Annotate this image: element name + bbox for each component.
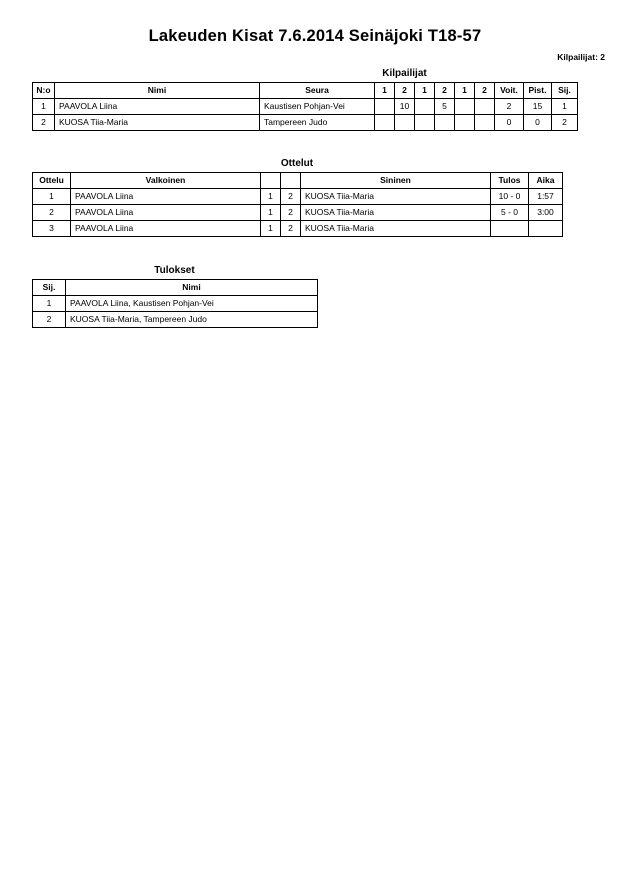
col-m4: 2 — [435, 83, 455, 99]
table-row — [33, 115, 578, 131]
cell-points: 15 — [524, 99, 552, 115]
cell-time: 3:00 — [529, 205, 563, 221]
competitors-table — [32, 82, 578, 131]
cell-m4 — [435, 115, 455, 131]
col-wins: Voit. — [495, 83, 524, 99]
page-title: Lakeuden Kisat 7.6.2014 Seinäjoki T18-57 — [148, 27, 482, 45]
cell-white: PAAVOLA Liina — [71, 189, 261, 205]
competitors-count-label: Kilpailijat: 2 — [557, 52, 605, 62]
cell-m2 — [395, 115, 415, 131]
col-points: Pist. — [524, 83, 552, 99]
table-header-row — [33, 83, 578, 99]
cell-result — [491, 221, 529, 237]
cell-result-rank: 2 — [33, 312, 66, 328]
col-white: Valkoinen — [71, 173, 261, 189]
results-section — [32, 265, 317, 328]
cell-club: Tampereen Judo — [260, 115, 375, 131]
cell-white: PAAVOLA Liina — [71, 205, 261, 221]
cell-result-rank: 1 — [33, 296, 66, 312]
col-rank: Sij. — [552, 83, 578, 99]
matches-heading: Ottelut — [280, 158, 314, 169]
cell-rank: 2 — [552, 115, 578, 131]
col-blue: Sininen — [301, 173, 491, 189]
cell-blue: KUOSA Tiia-Maria — [301, 189, 491, 205]
col-club: Seura — [260, 83, 375, 99]
cell-no: 2 — [33, 115, 55, 131]
col-m6: 2 — [475, 83, 495, 99]
cell-m2: 10 — [395, 99, 415, 115]
col-m1: 1 — [375, 83, 395, 99]
col-blue-score — [281, 173, 301, 189]
table-header-row — [33, 280, 318, 296]
cell-name: KUOSA Tiia-Maria — [55, 115, 260, 131]
col-result-name: Nimi — [66, 280, 318, 296]
matches-section — [32, 158, 562, 237]
cell-m5 — [455, 115, 475, 131]
cell-m4: 5 — [435, 99, 455, 115]
cell-white-score: 1 — [261, 205, 281, 221]
cell-match-no: 3 — [33, 221, 71, 237]
col-white-score — [261, 173, 281, 189]
table-header-row — [33, 173, 563, 189]
cell-m1 — [375, 99, 395, 115]
cell-time: 1:57 — [529, 189, 563, 205]
col-result: Tulos — [491, 173, 529, 189]
cell-result-name: PAAVOLA Liina, Kaustisen Pohjan-Vei — [66, 296, 318, 312]
cell-rank: 1 — [552, 99, 578, 115]
table-row — [33, 296, 318, 312]
cell-blue: KUOSA Tiia-Maria — [301, 205, 491, 221]
cell-time — [529, 221, 563, 237]
cell-wins: 0 — [495, 115, 524, 131]
col-m3: 1 — [415, 83, 435, 99]
cell-white-score: 1 — [261, 189, 281, 205]
cell-points: 0 — [524, 115, 552, 131]
competitors-heading: Kilpailijat — [382, 68, 427, 79]
results-table — [32, 279, 318, 328]
cell-result: 5 - 0 — [491, 205, 529, 221]
col-match-no: Ottelu — [33, 173, 71, 189]
results-heading: Tulokset — [154, 265, 195, 276]
col-m2: 2 — [395, 83, 415, 99]
matches-table — [32, 172, 563, 237]
cell-match-no: 2 — [33, 205, 71, 221]
cell-m6 — [475, 115, 495, 131]
cell-result-name: KUOSA Tiia-Maria, Tampereen Judo — [66, 312, 318, 328]
cell-wins: 2 — [495, 99, 524, 115]
competitors-section — [32, 68, 577, 131]
cell-result: 10 - 0 — [491, 189, 529, 205]
cell-blue: KUOSA Tiia-Maria — [301, 221, 491, 237]
table-row — [33, 221, 563, 237]
table-row — [33, 99, 578, 115]
cell-m1 — [375, 115, 395, 131]
cell-m5 — [455, 99, 475, 115]
cell-club: Kaustisen Pohjan-Vei — [260, 99, 375, 115]
cell-m3 — [415, 115, 435, 131]
col-time: Aika — [529, 173, 563, 189]
cell-m3 — [415, 99, 435, 115]
table-row — [33, 312, 318, 328]
table-row — [33, 189, 563, 205]
cell-match-no: 1 — [33, 189, 71, 205]
cell-blue-score: 2 — [281, 189, 301, 205]
col-name: Nimi — [55, 83, 260, 99]
col-result-rank: Sij. — [33, 280, 66, 296]
cell-m6 — [475, 99, 495, 115]
cell-white: PAAVOLA Liina — [71, 221, 261, 237]
col-no: N:o — [33, 83, 55, 99]
cell-no: 1 — [33, 99, 55, 115]
cell-white-score: 1 — [261, 221, 281, 237]
table-row — [33, 205, 563, 221]
cell-blue-score: 2 — [281, 205, 301, 221]
cell-blue-score: 2 — [281, 221, 301, 237]
col-m5: 1 — [455, 83, 475, 99]
cell-name: PAAVOLA Liina — [55, 99, 260, 115]
